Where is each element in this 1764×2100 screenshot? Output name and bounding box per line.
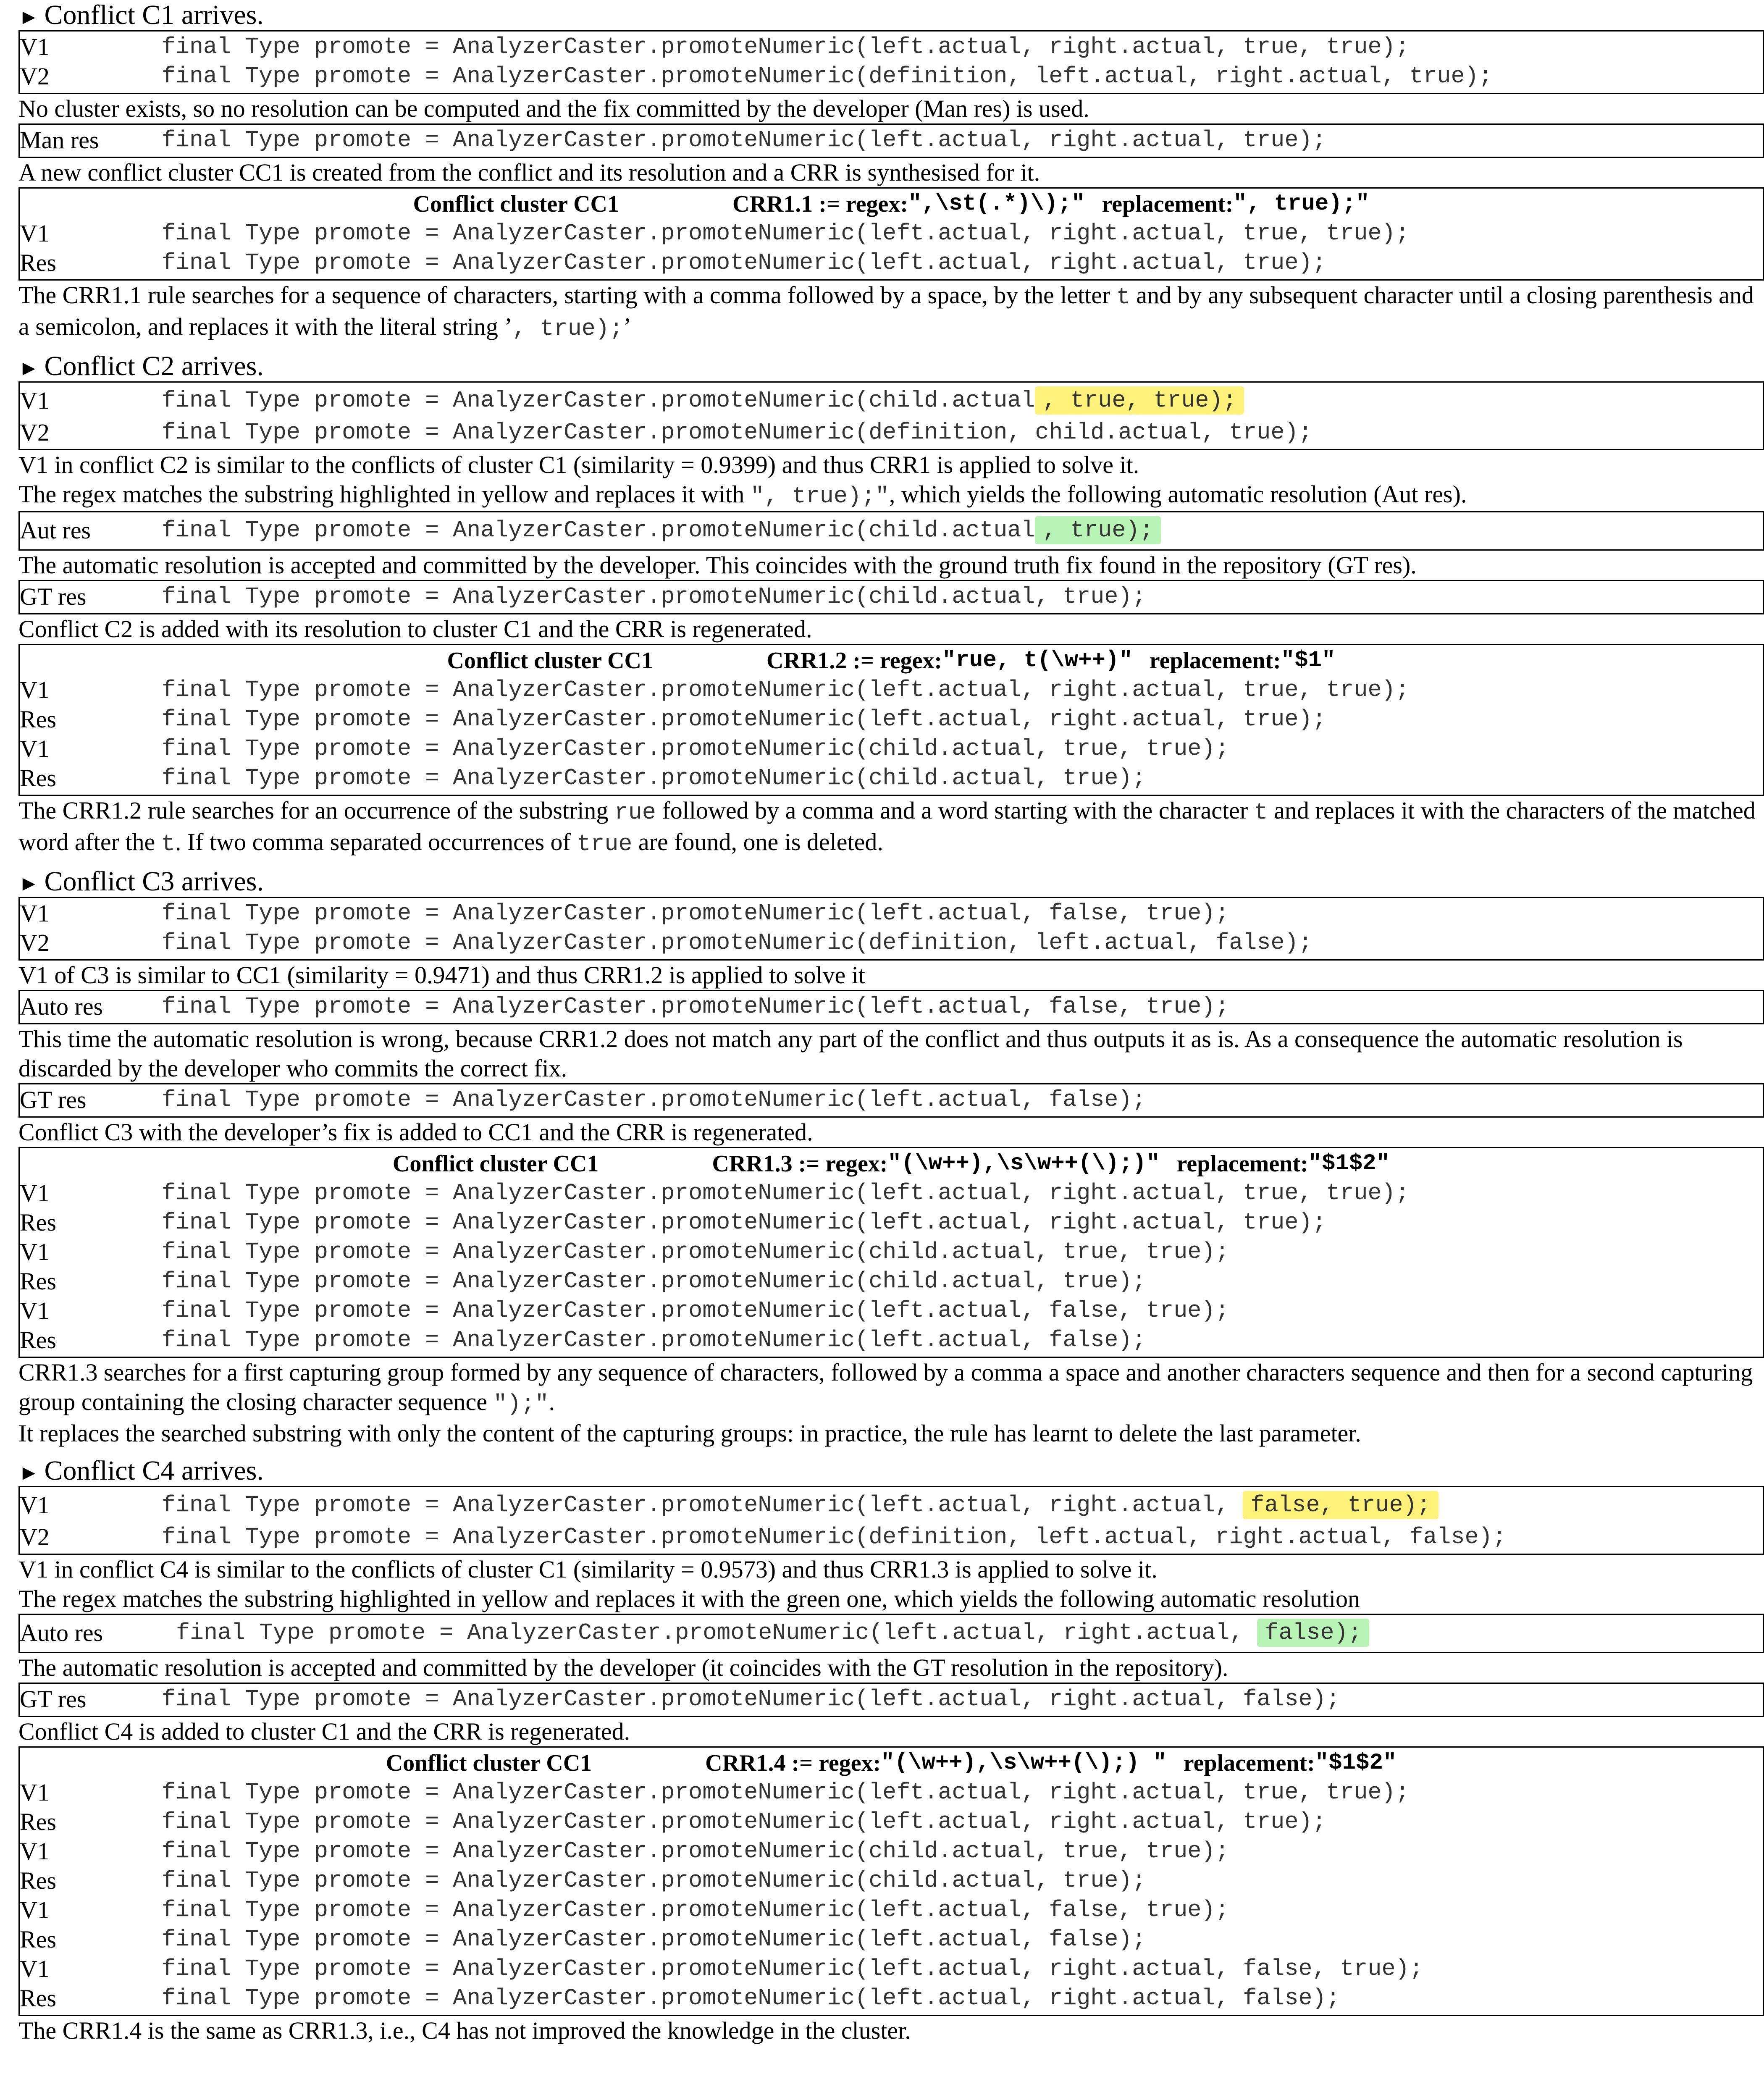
section-heading-c1: ► Conflict C1 arrives. — [18, 0, 264, 30]
code-row — [20, 383, 1763, 418]
auto-res-box-c4 — [18, 1614, 1764, 1653]
row-label: V1 — [20, 387, 50, 414]
code-row — [20, 1326, 1763, 1355]
code-line: final Type promote = AnalyzerCaster.promoteNumeric(definition, left.actual, right.actual, false); — [162, 1524, 1507, 1550]
code-row — [20, 1522, 1763, 1552]
code-row — [20, 1895, 1763, 1925]
code-line: final Type promote = AnalyzerCaster.promoteNumeric(left.actual, right.actual, true); — [162, 127, 1326, 153]
cluster-box-crr1-1 — [18, 187, 1764, 281]
code-line: final Type promote = AnalyzerCaster.promoteNumeric(left.actual, right.actual, true); — [162, 706, 1326, 732]
code-row — [20, 1778, 1763, 1807]
code-row — [20, 1866, 1763, 1895]
code-line: final Type promote = AnalyzerCaster.promoteNumeric(left.actual, right.actual, true, true); — [162, 1180, 1410, 1206]
row-label: GT res — [20, 1086, 87, 1113]
conflict-box-c2 — [18, 381, 1764, 450]
code-line: final Type promote = AnalyzerCaster.promoteNumeric(left.actual, right.actual, true, true); — [162, 220, 1410, 247]
code-line: final Type promote = AnalyzerCaster.promoteNumeric(left.actual, false, true); — [162, 1297, 1229, 1324]
code-row — [20, 513, 1763, 548]
code-row — [20, 705, 1763, 734]
row-label: Res — [20, 1326, 56, 1354]
code-line: final Type promote = AnalyzerCaster.promoteNumeric(child.actual, true); — [162, 1867, 1146, 1894]
row-label: V1 — [20, 1297, 50, 1324]
row-label: V1 — [20, 1838, 50, 1865]
code-row — [20, 582, 1763, 612]
code-row — [20, 1237, 1763, 1267]
code-line: final Type promote = AnalyzerCaster.promoteNumeric(child.actual, true); — [162, 1268, 1146, 1294]
code-row — [20, 764, 1763, 793]
code-row — [20, 126, 1763, 155]
row-label: Res — [20, 764, 56, 792]
row-label: GT res — [20, 1685, 87, 1713]
green-highlight: , true); — [1035, 516, 1161, 544]
row-label: Man res — [20, 126, 99, 154]
paragraph: V1 in conflict C2 is similar to the conflicts of cluster C1 (similarity = 0.9399) and thus CRR1 is applied to solve it. The regex matches the substring highlighted in yellow and replaces it with ", true);", which yields the following automatic resolution (Aut res). — [18, 451, 1467, 509]
code-row — [20, 1208, 1763, 1237]
paragraph: A new conflict cluster CC1 is created from the conflict and its resolution and a CRR is synthesised for it. — [18, 159, 1040, 186]
section-heading-c3: ► Conflict C3 arrives. — [18, 866, 264, 897]
code-line: final Type promote = AnalyzerCaster.promoteNumeric(child.actual, true, true); — [162, 1239, 1229, 1265]
code-row — [20, 1837, 1763, 1866]
code-line: final Type promote = AnalyzerCaster.promoteNumeric(left.actual, false, true); — [162, 993, 1229, 1020]
row-label: V1 — [20, 735, 50, 762]
triangle-bullet-icon: ► — [18, 356, 39, 380]
row-label: Auto res — [20, 993, 103, 1020]
section-heading-c4: ► Conflict C4 arrives. — [18, 1455, 264, 1486]
row-label: V1 — [20, 1955, 50, 1982]
row-label: V2 — [20, 1523, 50, 1551]
conflict-box-c4 — [18, 1486, 1764, 1555]
code-row — [20, 992, 1763, 1021]
auto-res-box-c3 — [18, 990, 1764, 1024]
code-line: final Type promote = AnalyzerCaster.promoteNumeric(left.actual, right.actual, true); — [162, 1809, 1326, 1835]
row-label: V1 — [20, 1491, 50, 1519]
paragraph: The CRR1.4 is the same as CRR1.3, i.e., C4 has not improved the knowledge in the cluster. — [18, 2017, 911, 2044]
gt-res-box — [18, 580, 1764, 614]
code-line: final Type promote = AnalyzerCaster.promoteNumeric(definition, left.actual, right.actual, true); — [162, 63, 1493, 89]
yellow-highlight: , true, true); — [1035, 386, 1244, 415]
code-line: final Type promote = AnalyzerCaster.promoteNumeric(child.actual, true); — [162, 583, 1146, 610]
code-row — [20, 1807, 1763, 1837]
code-line: final Type promote = AnalyzerCaster.promoteNumeric(left.actual, right.actual, false); — [162, 1985, 1340, 2011]
row-label: V2 — [20, 419, 50, 446]
section-heading-c2: ► Conflict C2 arrives. — [18, 351, 264, 381]
row-label: Auto res — [20, 1619, 103, 1646]
code-row — [20, 1179, 1763, 1208]
code-row — [20, 1925, 1763, 1954]
code-row — [20, 928, 1763, 958]
code-row — [20, 219, 1763, 248]
code-line: final Type promote = AnalyzerCaster.promoteNumeric(left.actual, right.actual, false, true); — [162, 1491, 1438, 1520]
code-row — [20, 418, 1763, 447]
row-label: Res — [20, 1209, 56, 1236]
paragraph: V1 in conflict C4 is similar to the conflicts of cluster C1 (similarity = 0.9573) and thus CRR1.3 is applied to solve it. The regex matches the substring highlighted in yellow and replaces it with the green one, which yields the following automatic resolution — [18, 1556, 1360, 1612]
paragraph: The automatic resolution is accepted and committed by the developer (it coincides with the GT resolution in the repository). — [18, 1654, 1228, 1681]
code-line: final Type promote = AnalyzerCaster.promoteNumeric(left.actual, right.actual, false); — [176, 1618, 1369, 1648]
gt-res-box-c4 — [18, 1683, 1764, 1717]
code-line: final Type promote = AnalyzerCaster.promoteNumeric(left.actual, right.actual, false); — [162, 1686, 1340, 1712]
row-label: Res — [20, 1867, 56, 1894]
code-row — [20, 1267, 1763, 1296]
row-label: V2 — [20, 929, 50, 956]
code-row — [20, 1296, 1763, 1326]
code-line: final Type promote = AnalyzerCaster.promoteNumeric(left.actual, false, true); — [162, 900, 1229, 927]
code-row — [20, 1685, 1763, 1714]
row-label: Res — [20, 249, 56, 276]
code-line: final Type promote = AnalyzerCaster.promoteNumeric(child.actual, true); — [162, 765, 1146, 791]
code-line: final Type promote = AnalyzerCaster.promoteNumeric(left.actual, false); — [162, 1926, 1146, 1953]
row-label: Res — [20, 706, 56, 733]
crr-header: Conflict cluster CC1 CRR1.4 := regex: "(\w++),\s\w++(\);) " replacement: "$1$2" — [386, 1750, 1397, 1776]
triangle-bullet-icon: ► — [18, 1461, 39, 1484]
paragraph: V1 of C3 is similar to CC1 (similarity = 0.9471) and thus CRR1.2 is applied to solve it — [18, 961, 865, 989]
man-res-box — [18, 123, 1764, 158]
row-label: V1 — [20, 220, 50, 247]
row-label: V1 — [20, 1238, 50, 1265]
row-label: V1 — [20, 33, 50, 60]
crr-header: Conflict cluster CC1 CRR1.2 := regex: "rue, t(\w++)" replacement: "$1" — [447, 648, 1336, 674]
code-row — [20, 32, 1763, 62]
yellow-highlight: false, true); — [1243, 1491, 1438, 1519]
code-line: final Type promote = AnalyzerCaster.promoteNumeric(left.actual, right.actual, false, true); — [162, 1956, 1423, 1982]
cluster-box-crr1-4 — [18, 1746, 1764, 2016]
code-row — [20, 1984, 1763, 2013]
code-row — [20, 62, 1763, 91]
code-line: final Type promote = AnalyzerCaster.promoteNumeric(left.actual, false); — [162, 1087, 1146, 1113]
cluster-box-crr1-3 — [18, 1147, 1764, 1358]
code-line: final Type promote = AnalyzerCaster.promoteNumeric(child.actual , true, true); — [162, 386, 1244, 415]
row-label: Res — [20, 1926, 56, 1953]
row-label: V1 — [20, 1179, 50, 1207]
code-line: final Type promote = AnalyzerCaster.promoteNumeric(left.actual, false); — [162, 1327, 1146, 1353]
code-row — [20, 1954, 1763, 1984]
triangle-bullet-icon: ► — [18, 872, 39, 895]
row-label: Res — [20, 1984, 56, 2012]
row-label: GT res — [20, 583, 87, 610]
code-line: final Type promote = AnalyzerCaster.promoteNumeric(child.actual, true, true); — [162, 735, 1229, 762]
code-line: final Type promote = AnalyzerCaster.promoteNumeric(child.actual, true, true); — [162, 1838, 1229, 1864]
code-row — [20, 734, 1763, 764]
crr-header: Conflict cluster CC1 CRR1.3 := regex: "(\w++),\s\w++(\);)" replacement: "$1$2" — [392, 1151, 1390, 1177]
code-line: final Type promote = AnalyzerCaster.promoteNumeric(left.actual, right.actual, true, true); — [162, 677, 1410, 703]
row-label: V2 — [20, 63, 50, 90]
paragraph-crr1-2-explanation: The CRR1.2 rule searches for an occurrence of the substring rue followed by a comma and a word starting with the character t and replaces it with the characters of the matched word after the t. If two comma separated occurrences of true are found, one is deleted. — [18, 797, 1756, 857]
row-label: V1 — [20, 1779, 50, 1806]
code-row — [20, 675, 1763, 705]
code-line: final Type promote = AnalyzerCaster.promoteNumeric(left.actual, right.actual, true); — [162, 1209, 1326, 1236]
paragraph: Conflict C3 with the developer’s fix is added to CC1 and the CRR is regenerated. — [18, 1118, 813, 1146]
conflict-box-c1 — [18, 30, 1764, 94]
green-highlight: false); — [1257, 1619, 1369, 1647]
paragraph: This time the automatic resolution is wrong, because CRR1.2 does not match any part of the conflict and thus outputs it as is. As a consequence the automatic resolution is discarded by the developer who commits the correct fix. — [18, 1025, 1683, 1082]
row-label: Res — [20, 1268, 56, 1295]
code-row — [20, 248, 1763, 278]
paragraph: The automatic resolution is accepted and committed by the developer. This coincides with the ground truth fix found in the repository (GT res). — [18, 551, 1417, 579]
code-line: final Type promote = AnalyzerCaster.promoteNumeric(left.actual, false, true); — [162, 1897, 1229, 1923]
code-line: final Type promote = AnalyzerCaster.promoteNumeric(child.actual , true); — [162, 516, 1161, 545]
triangle-bullet-icon: ► — [18, 5, 39, 29]
code-line: final Type promote = AnalyzerCaster.promoteNumeric(left.actual, right.actual, true, true); — [162, 34, 1410, 60]
conflict-walkthrough — [18, 0, 1764, 2045]
code-line: final Type promote = AnalyzerCaster.promoteNumeric(left.actual, right.actual, true, true); — [162, 1779, 1410, 1806]
code-row — [20, 899, 1763, 928]
paragraph: No cluster exists, so no resolution can be computed and the fix committed by the developer (Man res) is used. — [18, 95, 1089, 122]
row-label: V1 — [20, 1896, 50, 1924]
row-label: V1 — [20, 676, 50, 704]
code-row — [20, 1085, 1763, 1115]
code-line: final Type promote = AnalyzerCaster.promoteNumeric(left.actual, right.actual, true); — [162, 249, 1326, 276]
aut-res-box — [18, 511, 1764, 551]
gt-res-box-c3 — [18, 1083, 1764, 1118]
row-label: Res — [20, 1808, 56, 1835]
code-row — [20, 1616, 1763, 1650]
paragraph-crr1-1-explanation: The CRR1.1 rule searches for a sequence of characters, starting with a comma followed by a space, by the letter t and by any subsequent character until a closing parenthesis and a semicolon, and replaces it with the literal string ’, true);’ — [18, 281, 1754, 342]
code-row — [20, 1488, 1763, 1522]
paragraph: Conflict C2 is added with its resolution to cluster C1 and the CRR is regenerated. — [18, 615, 812, 643]
code-line: final Type promote = AnalyzerCaster.promoteNumeric(definition, left.actual, false); — [162, 929, 1312, 956]
cluster-box-crr1-2 — [18, 644, 1764, 796]
conflict-box-c3 — [18, 897, 1764, 961]
crr-header: Conflict cluster CC1 CRR1.1 := regex: ",\st(.*)\);" replacement: ", true);" — [413, 191, 1370, 217]
row-label: V1 — [20, 900, 50, 927]
row-label: Aut res — [20, 517, 91, 544]
paragraph-crr1-3-explanation: CRR1.3 searches for a first capturing group formed by any sequence of characters, followed by a comma a space and another characters sequence and then for a second capturing group containing the closing character sequence ");". It replaces the searched substring with only the content of the capturing groups: in practice, the rule has learnt to delete the last parameter. — [18, 1359, 1753, 1447]
code-line: final Type promote = AnalyzerCaster.promoteNumeric(definition, child.actual, true); — [162, 419, 1312, 446]
paragraph: Conflict C4 is added to cluster C1 and the CRR is regenerated. — [18, 1718, 630, 1745]
